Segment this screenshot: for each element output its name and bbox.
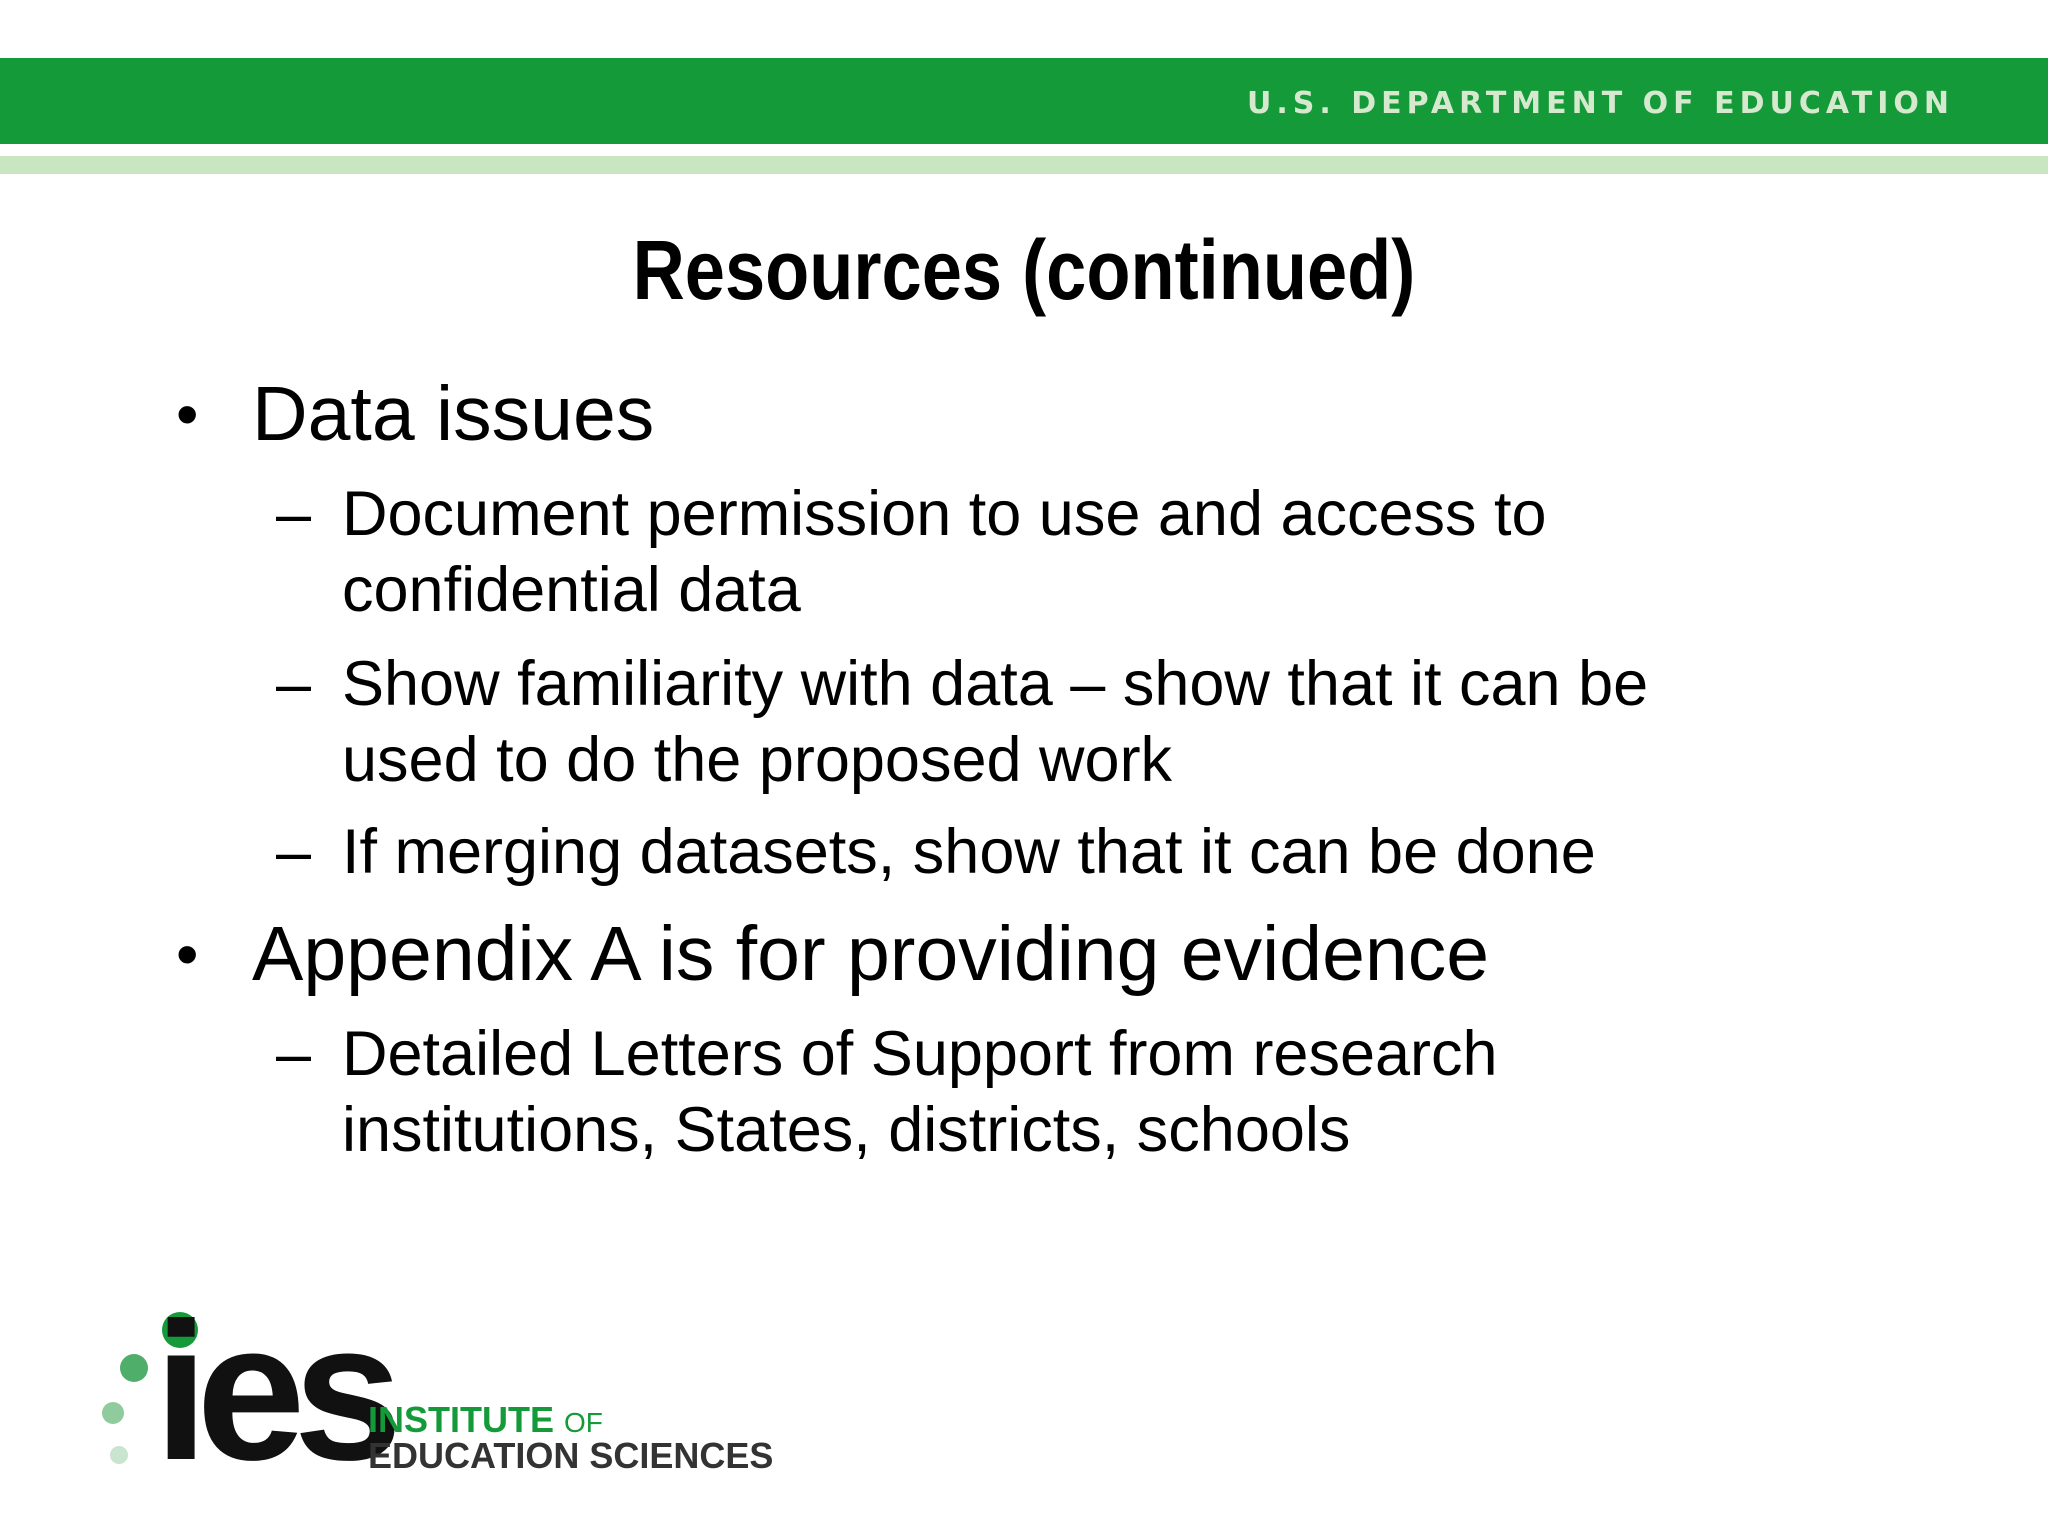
logo-line-2: EDUCATION SCIENCES <box>368 1435 774 1476</box>
sub-bullet-line: used to do the proposed work <box>342 725 1173 795</box>
bullet-item <box>176 371 655 457</box>
sub-bullet-line: Detailed Letters of Support from research <box>342 1019 1498 1089</box>
sub-bullet-line: Show familiarity with data – show that it can be <box>342 649 1649 719</box>
bullet-text: Appendix A is for providing evidence <box>252 911 1490 997</box>
sub-bullet-glyph: – <box>276 649 312 719</box>
slide-title: Resources (continued) <box>632 223 1416 317</box>
bullet-text: Data issues <box>252 371 655 457</box>
logo-mark: ies <box>154 1282 391 1501</box>
sub-bullet-line: If merging datasets, show that it can be done <box>342 817 1596 887</box>
sub-bullet-item <box>276 476 1547 628</box>
sub-bullet-item <box>276 1016 1498 1168</box>
bullet-item <box>176 911 1490 997</box>
logo-dot-3 <box>102 1402 124 1424</box>
logo-of-text: OF <box>564 1407 603 1438</box>
logo-institute-text: INSTITUTE <box>368 1399 554 1440</box>
sub-bullet-line: confidential data <box>342 555 801 625</box>
sub-bullet-glyph: – <box>276 1019 312 1089</box>
sub-bullet-glyph: – <box>276 479 312 549</box>
sub-bullet-glyph: – <box>276 817 312 887</box>
ies-logo <box>96 1282 774 1501</box>
bullet-glyph: • <box>176 378 199 450</box>
logo-dot-4 <box>110 1446 128 1464</box>
sub-bullet-line: institutions, States, districts, schools <box>342 1095 1351 1165</box>
logo-dot-2 <box>120 1354 148 1382</box>
sub-bullet-line: Document permission to use and access to <box>342 479 1547 549</box>
department-label: U.S. DEPARTMENT OF EDUCATION <box>1247 86 1954 121</box>
bullet-glyph: • <box>176 918 199 990</box>
sub-bullet-item <box>276 646 1649 798</box>
sub-bullet-item <box>276 814 1596 890</box>
